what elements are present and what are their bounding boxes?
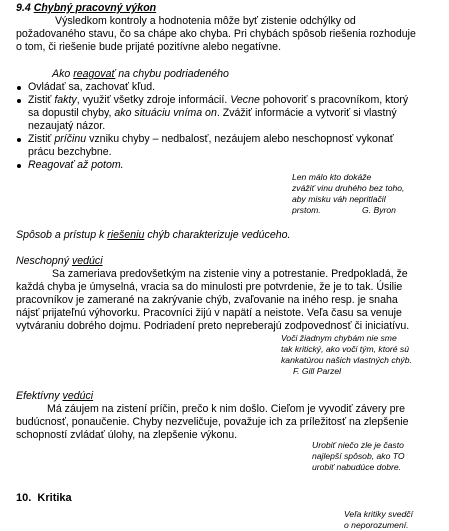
incompetent-line-2: každá chyba je úmyselná, vracia sa do minulosti pre potvrdenie, že je to tak. Úsilie: [16, 281, 403, 293]
section-number: 9.4: [16, 2, 31, 14]
bullet-text-segment: pohovoriť s pracovníkom, ktorý: [259, 94, 409, 106]
section-title: Chybný pracovný výkon: [33, 2, 157, 14]
bullet-3-line-1: [28, 133, 394, 146]
react-heading-underlined: reagovať: [73, 68, 116, 80]
bullet-2-line-2: [28, 107, 397, 120]
incompetent-line-3: pracovníkov je zamerané na zakrývanie chýb, zvaľovanie na iného resp. je snaha: [16, 294, 398, 306]
quote-four-line-1: Veľa kritiky svedčí: [344, 509, 413, 519]
bullet-text-segment: ako situáciu vníma on: [114, 107, 217, 119]
section-heading: [16, 2, 156, 15]
react-heading-prefix: Ako: [52, 68, 74, 80]
section-10-number: 10.: [16, 492, 32, 504]
react-heading-suffix: na chybu podriadeného: [115, 68, 229, 80]
section-10-heading: [16, 492, 72, 505]
effective-heading: [16, 390, 93, 403]
bullet-text-segment: Vecne: [230, 94, 260, 106]
quote-three-line-2: najlepší spôsob, ako TO: [312, 451, 405, 461]
quote-parzel-line-1: Voči žiadnym chybám nie sme: [281, 333, 397, 343]
approach-prefix: Spôsob a prístup k: [16, 229, 108, 241]
bullet-2-line-1: [28, 94, 408, 107]
quote-byron-line-4: prstom.: [292, 205, 321, 215]
incompetent-heading: [16, 255, 103, 268]
incompetent-heading-prefix: Neschopný: [16, 255, 72, 267]
quote-byron-line-1: Len málo kto dokáže: [292, 172, 372, 182]
bullet-2-line-3: [28, 120, 105, 133]
effective-heading-prefix: Efektívny: [16, 390, 63, 402]
bullet-text-segment: vzniku chyby – nedbalosť, nezáujem alebo neschopnosť vykonať: [86, 133, 394, 145]
bullet-text-segment: Ovládať sa, zachovať kľud.: [28, 81, 156, 93]
intro-line-1: Výsledkom kontroly a hodnotenia môže byť zistenie odchýlky od: [55, 15, 356, 27]
effective-line-2: budúcnosť, ponaučenie. Chyby nezveličuje, považuje ich za príležitosť na zlepšenie: [16, 416, 409, 428]
bullet-dot-icon: [17, 164, 21, 168]
bullet-dot-icon: [17, 99, 21, 103]
quote-parzel-author: F. Gill Parzel: [293, 366, 342, 376]
bullet-text-segment: Reagovať až potom.: [28, 159, 124, 171]
quote-byron-author: G. Byron: [362, 205, 396, 215]
quote-byron-line-3: aby misku váh nepritlačil: [292, 194, 386, 204]
bullet-text-segment: sa dopustil chyby,: [28, 107, 115, 119]
section-10-title: Kritika: [37, 492, 72, 504]
quote-three-line-1: Urobiť niečo zle je často: [312, 440, 404, 450]
bullet-1-line-1: [28, 81, 155, 94]
effective-heading-underlined: vedúci: [62, 390, 94, 402]
quote-parzel-line-3: kankatúrou našich vlastných chýb.: [281, 355, 412, 365]
incompetent-heading-underlined: vedúci: [71, 255, 103, 267]
quote-byron-line-2: zvážiť vinu druhého bez toho,: [292, 183, 405, 193]
approach-sentence: [16, 229, 290, 242]
incompetent-line-4: nájsť prijateľnú výhovorku. Pracovníci žijú v napätí a neistote. Veľa času sa venuje: [16, 307, 402, 319]
intro-line-2: požadovaného stavu, čo sa chápe ako chyba. Pri chybách spôsob riešenia rozhoduje: [16, 28, 416, 40]
bullet-dot-icon: [17, 86, 21, 90]
approach-suffix: chýb charakterizuje vedúceho.: [144, 229, 291, 241]
effective-line-3: schopností zvládať úlohy, na zlepšenie výkonu.: [16, 429, 238, 441]
bullet-text-segment: , využiť všetky zdroje informácií.: [76, 94, 231, 106]
bullet-text-segment: prácu bezchybne.: [28, 146, 112, 158]
bullet-dot-icon: [17, 138, 21, 142]
bullet-3-line-2: [28, 146, 112, 159]
intro-line-3: o tom, či riešenie bude prijaté pozitívne alebo negatívne.: [16, 41, 282, 53]
bullet-text-segment: . Zvážiť informácie a vytvoriť si vlastný: [216, 107, 397, 119]
quote-four-line-2: o neporozumení.: [344, 520, 409, 530]
approach-underlined: riešeniu: [107, 229, 145, 241]
bullet-text-segment: Zistiť: [28, 133, 55, 145]
effective-line-1: Má záujem na zistení príčin, prečo k nim došlo. Cieľom je vyvodiť závery pre: [47, 403, 405, 415]
bullet-text-segment: nezaujatý názor.: [28, 120, 106, 132]
bullet-text-segment: príčinu: [54, 133, 87, 145]
react-heading: [52, 68, 229, 81]
quote-three-line-3: urobiť nabudúce dobre.: [312, 462, 402, 472]
bullet-text-segment: Zistiť: [28, 94, 55, 106]
incompetent-line-1: Sa zameriava predovšetkým na zistenie viny a potrestanie. Predpokladá, že: [52, 268, 408, 280]
bullet-4-line-1: [28, 159, 124, 172]
bullet-text-segment: fakty: [54, 94, 77, 106]
quote-parzel-line-2: tak kritický, ako voči tým, ktoré sú: [281, 344, 409, 354]
incompetent-line-5: vytváraniu dobrého dojmu. Podriadení preto nepreberajú zodpovednosť či iniciatívu.: [16, 320, 410, 332]
